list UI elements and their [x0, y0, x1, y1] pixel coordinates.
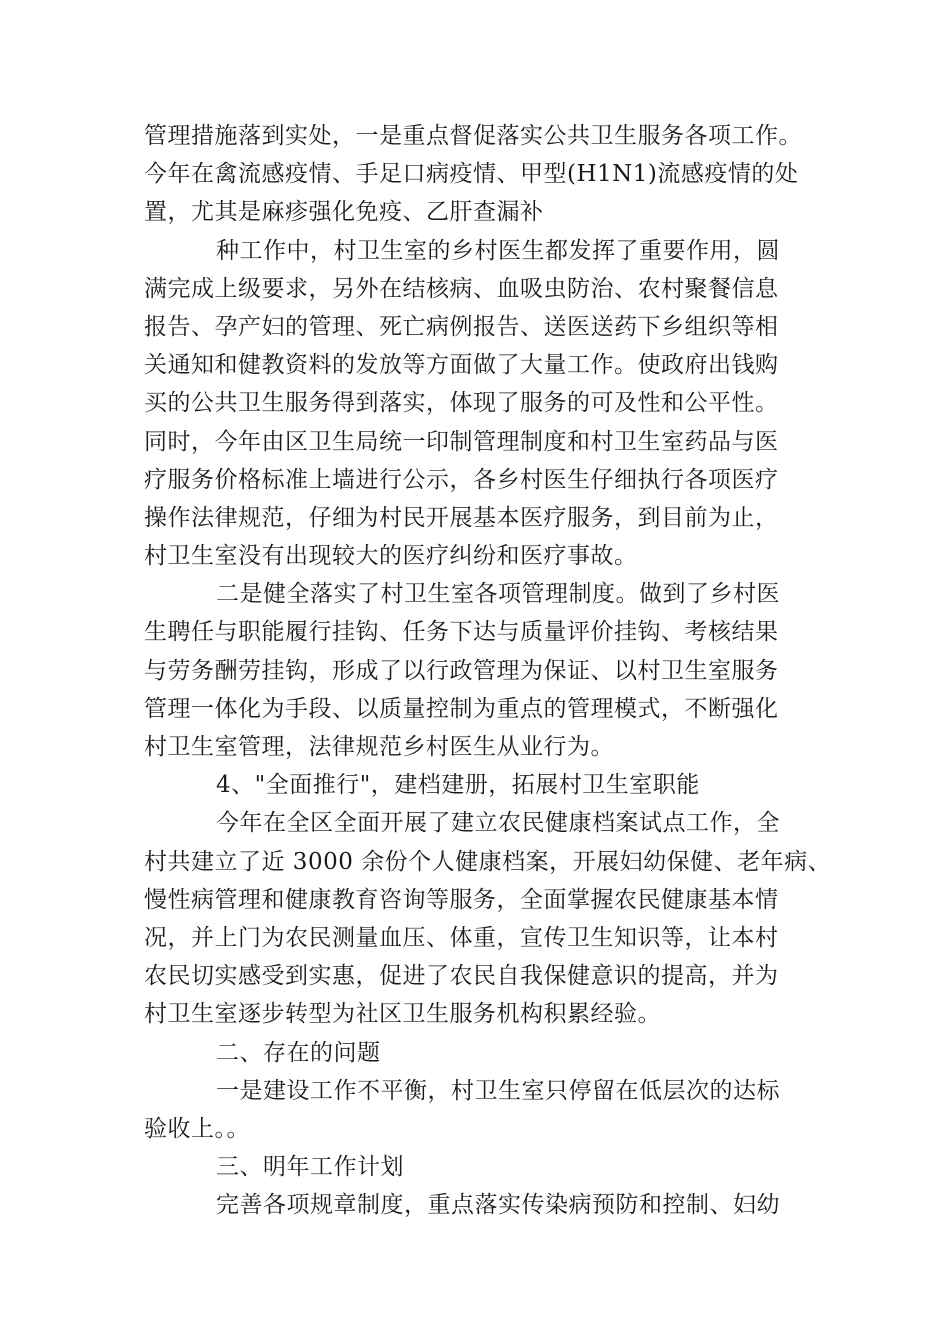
- text-line: 村共建立了近 3000 余份个人健康档案，开展妇幼保健、老年病、: [144, 848, 832, 875]
- text-line: 验收上。。: [144, 1115, 250, 1142]
- text-line: 管理措施落到实处，一是重点督促落实公共卫生服务各项工作。: [144, 123, 802, 149]
- text-line: 生聘任与职能履行挂钩、任务下达与质量评价挂钩、考核结果: [144, 619, 779, 646]
- text-line: 置，尤其是麻疹强化免疫、乙肝查漏补: [144, 199, 544, 226]
- text-line: 村卫生室没有出现较大的医疗纠纷和医疗事故。: [144, 543, 638, 570]
- text-line: 操作法律规范，仔细为村民开展基本医疗服务，到目前为止，: [144, 504, 779, 531]
- section-heading: 二、存在的问题: [216, 1039, 381, 1066]
- text-line: 种工作中，村卫生室的乡村医生都发挥了重要作用，圆: [216, 237, 780, 264]
- text-line: 况，并上门为农民测量血压、体重，宣传卫生知识等，让本村: [144, 924, 779, 951]
- text-line: 买的公共卫生服务得到落实，体现了服务的可及性和公平性。: [144, 390, 779, 417]
- text-line: 一是建设工作不平衡，村卫生室只停留在低层次的达标: [216, 1077, 780, 1104]
- text-line: 报告、孕产妇的管理、死亡病例报告、送医送药下乡组织等相: [144, 313, 779, 340]
- text-line: 关通知和健教资料的发放等方面做了大量工作。使政府出钱购: [144, 352, 779, 379]
- text-line: 村卫生室管理，法律规范乡村医生从业行为。: [144, 734, 614, 760]
- text-line: 今年在全区全面开展了建立农民健康档案试点工作，全: [216, 810, 780, 837]
- text-line: 疗服务价格标准上墙进行公示，各乡村医生仔细执行各项医疗: [144, 466, 779, 493]
- text-line: 同时，今年由区卫生局统一印制管理制度和村卫生室药品与医: [144, 428, 779, 455]
- text-line: 慢性病管理和健康教育咨询等服务，全面掌握农民健康基本情: [144, 886, 779, 913]
- text-line: 管理一体化为手段、以质量控制为重点的管理模式，不断强化: [144, 695, 779, 722]
- text-line: 二是健全落实了村卫生室各项管理制度。做到了乡村医: [216, 581, 780, 608]
- document-body: [144, 117, 832, 1224]
- text-line: 与劳务酬劳挂钩，形成了以行政管理为保证、以村卫生室服务: [144, 657, 779, 684]
- text-line: 今年在禽流感疫情、手足口病疫情、甲型(H1N1)流感疫情的处: [144, 161, 799, 188]
- text-line: 村卫生室逐步转型为社区卫生服务机构积累经验。: [144, 1001, 661, 1028]
- text-line: 农民切实感受到实惠，促进了农民自我保健意识的提高，并为: [144, 963, 779, 990]
- section-heading: 4、"全面推行"，建档建册，拓展村卫生室职能: [216, 772, 700, 799]
- section-heading: 三、明年工作计划: [216, 1154, 404, 1181]
- text-line: 满完成上级要求，另外在结核病、血吸虫防治、农村聚餐信息: [144, 275, 779, 302]
- text-line: 完善各项规章制度，重点落实传染病预防和控制、妇幼: [216, 1192, 780, 1219]
